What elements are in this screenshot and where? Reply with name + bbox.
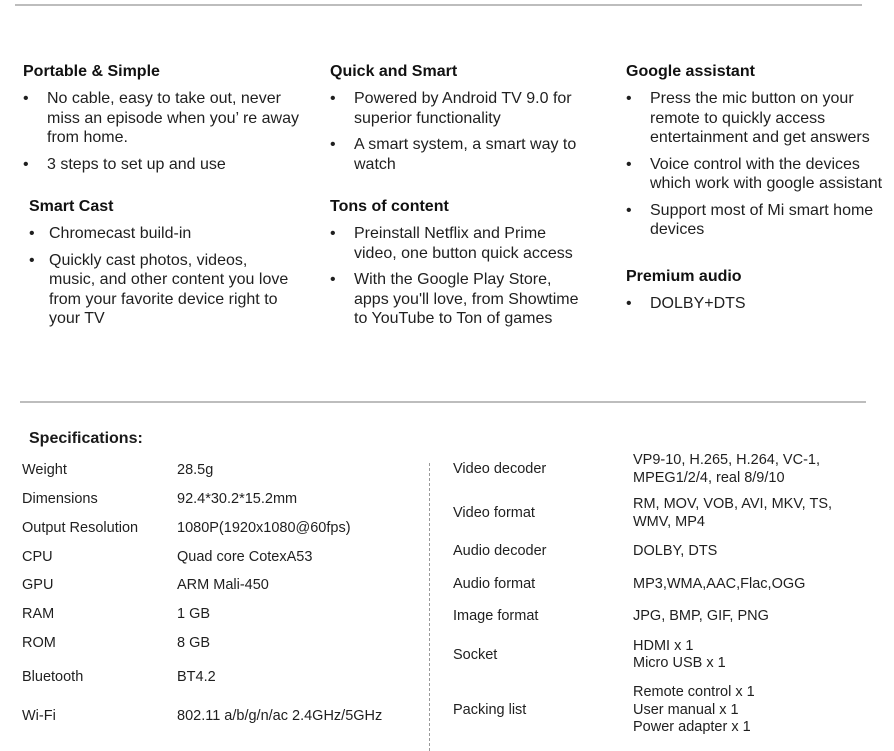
- feature-item: • Press the mic button on your remote to quickly access entertainment and get answers: [626, 89, 888, 148]
- spec-label: ROM: [22, 635, 56, 651]
- feature-item: • Support most of Mi smart home devices: [626, 201, 888, 240]
- spec-value: 1 GB: [177, 606, 211, 622]
- spec-value: MP3,WMA,AAC,Flac,OGG: [633, 576, 806, 592]
- feature-quick-smart: [330, 62, 585, 174]
- spec-label: Audio format: [453, 576, 536, 592]
- spec-label: Video decoder: [453, 461, 547, 477]
- spec-value: Power adapter x 1: [633, 719, 751, 735]
- spec-value: HDMI x 1: [633, 638, 694, 654]
- spec-value: 8 GB: [177, 635, 211, 651]
- specs-column-divider: [429, 463, 430, 751]
- top-divider: [15, 4, 862, 6]
- feature-title: Tons of content: [330, 198, 449, 215]
- spec-value: DOLBY, DTS: [633, 543, 718, 559]
- feature-column-3: [626, 62, 888, 320]
- feature-item: • DOLBY+DTS: [626, 294, 888, 314]
- feature-item: • Powered by Android TV 9.0 for superior functionality: [330, 89, 585, 128]
- feature-smart-cast: [29, 197, 294, 329]
- spec-label: Bluetooth: [22, 669, 84, 685]
- spec-value: VP9-10, H.265, H.264, VC-1,: [633, 452, 820, 468]
- specs-title: Specifications:: [29, 430, 143, 447]
- spec-value: 92.4*30.2*15.2mm: [177, 491, 298, 507]
- feature-title: Smart Cast: [29, 198, 114, 215]
- spec-label: Video format: [453, 505, 535, 521]
- feature-title: Portable & Simple: [23, 63, 160, 80]
- feature-title: Premium audio: [626, 267, 742, 285]
- spec-value: User manual x 1: [633, 702, 739, 718]
- spec-value: ARM Mali-450: [177, 577, 269, 593]
- feature-google-assistant: [626, 62, 888, 240]
- feature-item: • With the Google Play Store, apps you'll love, from Showtime to YouTube to Ton of games: [330, 270, 585, 329]
- feature-item: • No cable, easy to take out, never miss an episode when you’ re away from home.: [23, 89, 308, 148]
- feature-item: • 3 steps to set up and use: [23, 155, 308, 175]
- spec-value: Micro USB x 1: [633, 655, 726, 671]
- spec-label: Audio decoder: [453, 543, 547, 559]
- feature-tons-of-content: [330, 197, 585, 329]
- spec-value: RM, MOV, VOB, AVI, MKV, TS,: [633, 496, 833, 512]
- spec-label: Socket: [453, 647, 498, 663]
- spec-value: BT4.2: [177, 669, 216, 685]
- spec-label: Weight: [22, 462, 67, 478]
- spec-label: Output Resolution: [22, 520, 139, 536]
- feature-title: Quick and Smart: [330, 63, 458, 80]
- feature-column-2: [330, 62, 585, 336]
- spec-value: 802.11 a/b/g/n/ac 2.4GHz/5GHz: [177, 708, 383, 724]
- feature-item: • Preinstall Netflix and Prime video, one button quick access: [330, 224, 585, 263]
- spec-label: GPU: [22, 577, 54, 593]
- spec-label: Image format: [453, 608, 539, 624]
- spec-label: Wi-Fi: [22, 708, 56, 724]
- feature-item: • A smart system, a smart way to watch: [330, 135, 585, 174]
- feature-item: • Voice control with the devices which work with google assistant: [626, 155, 888, 194]
- spec-label: CPU: [22, 549, 53, 565]
- feature-item: • Quickly cast photos, videos, music, and other content you love from your favorite device right to your TV: [29, 251, 294, 329]
- feature-column-1: [23, 62, 308, 336]
- feature-item: • Chromecast build-in: [29, 224, 294, 244]
- spec-value: JPG, BMP, GIF, PNG: [633, 608, 769, 624]
- feature-portable-simple: [23, 62, 308, 174]
- specs-divider: [20, 401, 866, 403]
- spec-value: WMV, MP4: [633, 514, 705, 530]
- spec-value: MPEG1/2/4, real 8/9/10: [633, 470, 785, 486]
- spec-label: Packing list: [453, 702, 527, 718]
- spec-label: Dimensions: [22, 491, 98, 507]
- spec-value: Remote control x 1: [633, 684, 755, 700]
- feature-premium-audio: [626, 267, 888, 314]
- spec-value: 28.5g: [177, 462, 214, 478]
- spec-value: Quad core CotexA53: [177, 549, 313, 565]
- spec-value: 1080P(1920x1080@60fps): [177, 520, 351, 536]
- feature-title: Google assistant: [626, 63, 755, 80]
- spec-label: RAM: [22, 606, 55, 622]
